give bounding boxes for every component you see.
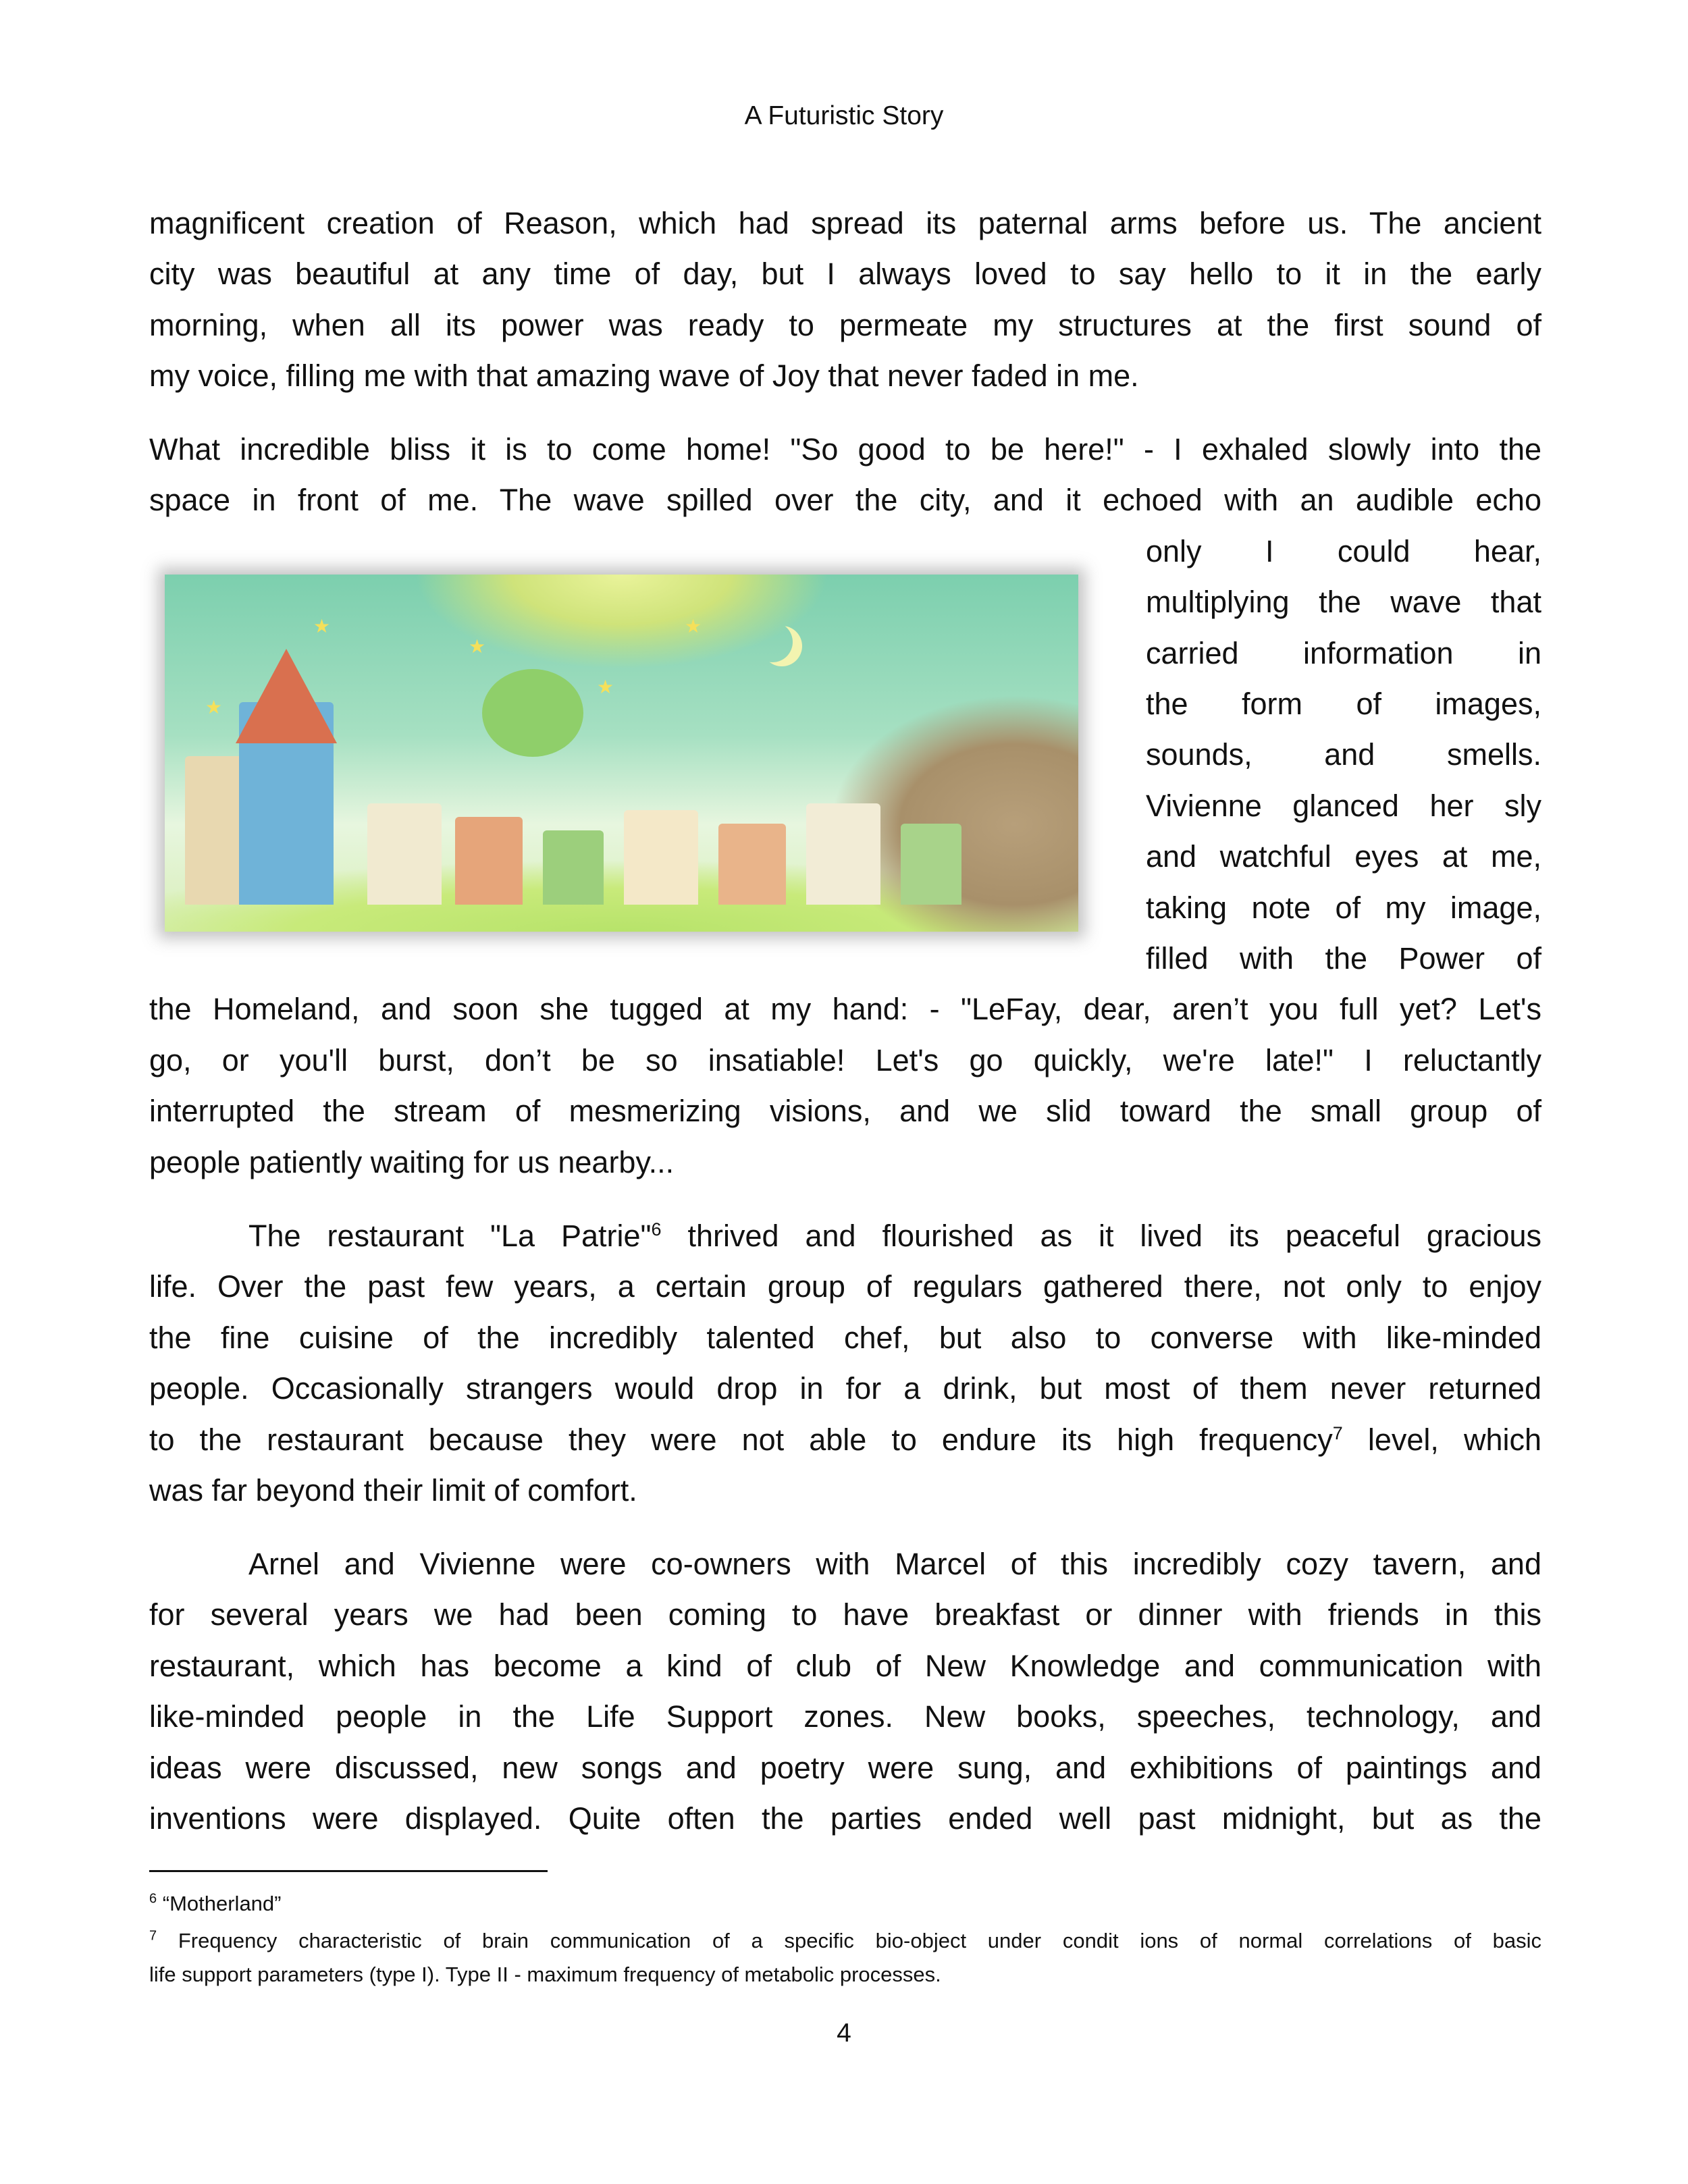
text-line: and watchful eyes at me, (1146, 839, 1541, 874)
text-line: interrupted the stream of mesmerizing visions, and we slid toward the small group of (149, 1094, 1541, 1129)
text-line (149, 1420, 1541, 1460)
text-line: carried information in (1146, 635, 1541, 670)
star-icon: ★ (597, 676, 614, 697)
footnote-mark: 6 (149, 1891, 157, 1907)
text-line: go, or you'll burst, don’t be so insatiable! Let's go quickly, we're late!" I reluctantly (149, 1042, 1541, 1077)
footnote-text: Frequency characteristic of brain communication of a specific bio-object under condit ions of normal correlations of basic (178, 1929, 1541, 1952)
text-line: morning, when all its power was ready to permeate my structures at the first sound of (149, 307, 1541, 342)
house-shape (367, 803, 442, 905)
text-line: was far beyond their limit of comfort. (149, 1473, 637, 1508)
text-line: space in front of me. The wave spilled over the city, and it echoed with an audible echo (149, 483, 1541, 518)
text-line: people. Occasionally strangers would drop in for a drink, but most of them never returned (149, 1371, 1541, 1406)
running-header: A Futuristic Story (744, 101, 944, 130)
house-shape (455, 817, 523, 905)
text-segment: thrived and flourished as it lived its peaceful gracious (661, 1219, 1541, 1253)
footnote-separator (149, 1870, 548, 1872)
footnote-text: life support parameters (type I). Type II - maximum frequency of metabolic processes. (149, 1963, 941, 1986)
text-line: for several years we had been coming to have breakfast or dinner with friends in this (149, 1597, 1541, 1632)
tower-roof-shape (236, 649, 337, 743)
text-line: people patiently waiting for us nearby... (149, 1144, 675, 1179)
house-shape (901, 824, 961, 905)
text-line: filled with the Power of (1146, 941, 1541, 976)
fairytale-city-illustration (165, 575, 1078, 932)
floating-tree-shape (482, 669, 583, 757)
text-line (248, 1216, 1541, 1256)
text-line: Arnel and Vivienne were co-owners with Marcel of this incredibly cozy tavern, and (248, 1547, 1541, 1581)
footnote-reference: 6 (651, 1219, 662, 1240)
text-line: the fine cuisine of the incredibly talented chef, but also to converse with like-minded (149, 1320, 1541, 1355)
text-segment: level, which (1342, 1422, 1541, 1457)
house-shape (543, 830, 604, 905)
text-line: inventions were displayed. Quite often the parties ended well past midnight, but as the (149, 1801, 1541, 1836)
footnote-reference: 7 (1332, 1422, 1343, 1443)
text-line: multiplying the wave that (1146, 585, 1541, 620)
text-line: city was beautiful at any time of day, but I always loved to say hello to it in the early (149, 257, 1541, 292)
text-line: ideas were discussed, new songs and poetry were sung, and exhibitions of paintings and (149, 1750, 1541, 1785)
footnote-text: “Motherland” (162, 1892, 282, 1915)
text-line: the Homeland, and soon she tugged at my hand: - "LeFay, dear, aren’t you full yet? Let's (149, 992, 1541, 1027)
star-icon: ★ (205, 697, 223, 718)
footnote-mark: 7 (149, 1928, 157, 1944)
page-number: 4 (837, 2019, 851, 2048)
text-line: taking note of my image, (1146, 890, 1541, 925)
text-line: sounds, and smells. (1146, 737, 1541, 772)
text-line: What incredible bliss it is to come home! "So good to be here!" - I exhaled slowly into the (149, 432, 1541, 467)
text-segment: to the restaurant because they were not able to endure its high frequency (149, 1422, 1333, 1457)
star-icon: ★ (313, 616, 331, 637)
star-icon: ★ (685, 616, 702, 637)
house-shape (806, 803, 880, 905)
text-line: Vivienne glanced her sly (1146, 788, 1541, 823)
moon-shape (752, 622, 793, 662)
footnote-line (149, 1927, 1541, 1954)
star-icon: ★ (469, 636, 486, 657)
text-line: only I could hear, (1146, 533, 1541, 568)
footnote-line (149, 1890, 1541, 1917)
house-shape (624, 810, 698, 905)
text-line: restaurant, which has become a kind of club of New Knowledge and communication with (149, 1648, 1541, 1683)
text-line: my voice, filling me with that amazing wave of Joy that never faded in me. (149, 358, 1139, 394)
footnote-line (149, 1961, 1541, 1988)
text-line: magnificent creation of Reason, which had spread its paternal arms before us. The ancient (149, 206, 1541, 240)
text-line: like-minded people in the Life Support zones. New books, speeches, technology, and (149, 1699, 1541, 1734)
text-line: the form of images, (1146, 687, 1541, 721)
text-line: life. Over the past few years, a certain group of regulars gathered there, not only to enjoy (149, 1269, 1541, 1304)
house-shape (718, 824, 786, 905)
text-segment: The restaurant "La Patrie" (248, 1219, 652, 1253)
